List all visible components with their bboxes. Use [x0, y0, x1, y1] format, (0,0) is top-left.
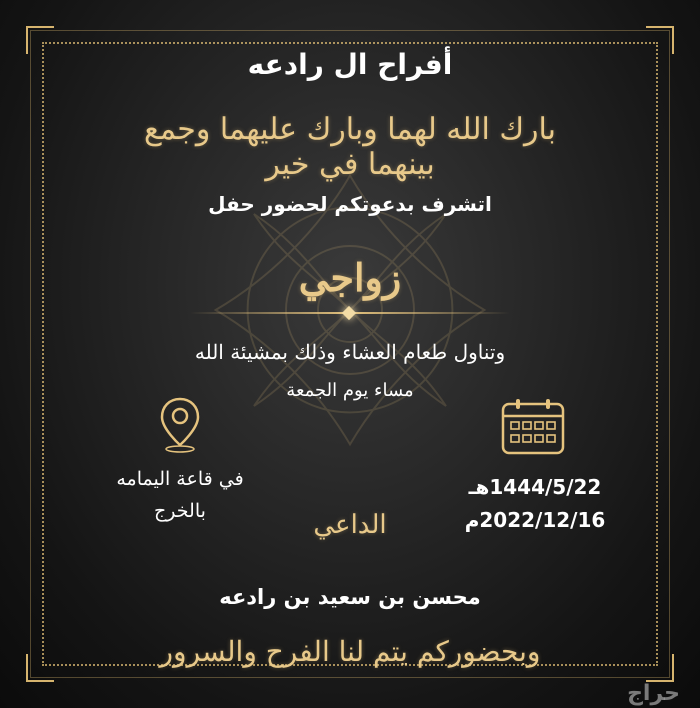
gold-divider: [190, 312, 510, 314]
haraj-watermark: حراج: [627, 681, 680, 706]
invitation-line: اتشرف بدعوتكم لحضور حفل: [208, 192, 492, 216]
family-title: أفراح ال رادعه: [247, 48, 453, 81]
location-pin-icon: [156, 395, 204, 455]
gregorian-date: 2022/12/16م: [464, 508, 606, 532]
day-line: مساء يوم الجمعة: [286, 380, 414, 401]
calendar-icon: [500, 396, 566, 456]
venue-hall: في قاعة اليمامه: [116, 468, 244, 490]
event-name: زواجي: [298, 255, 402, 300]
hijri-date: 1444/5/22هـ: [468, 475, 602, 499]
closing-blessing: وبحضوركم يتم لنا الفرح والسرور: [159, 635, 541, 668]
venue-city: بالخرج: [154, 500, 206, 522]
corner-ornament-bottom-right: [646, 654, 674, 682]
host-name: محسن بن سعيد بن رادعه: [219, 585, 481, 609]
dinner-line: وتناول طعام العشاء وذلك بمشيئة الله: [194, 340, 506, 364]
host-label: الداعي: [313, 510, 387, 540]
corner-ornament-bottom-left: [26, 654, 54, 682]
wedding-blessing: بارك الله لهما وبارك عليهما وجمع بينهما في خير: [143, 112, 557, 182]
